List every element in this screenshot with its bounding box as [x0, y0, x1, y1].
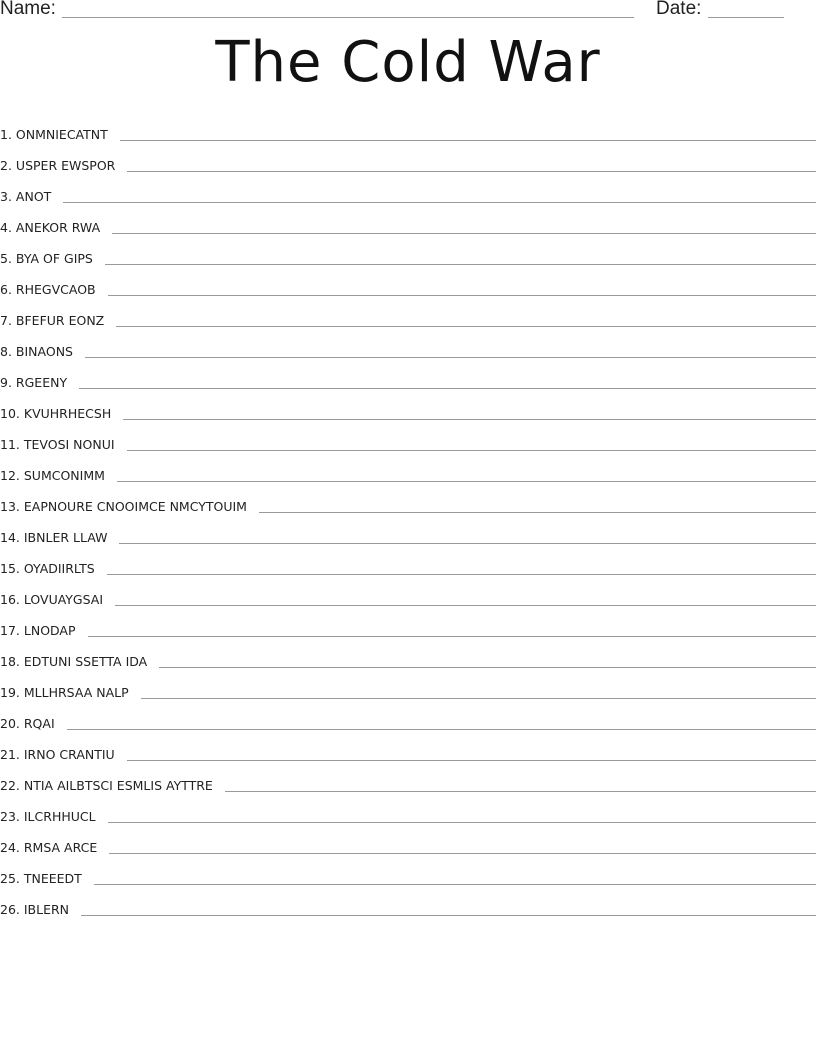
scrambled-word: [0, 778, 225, 794]
scrambled-word: [0, 282, 108, 298]
date-label: Date:: [656, 0, 702, 19]
scrambled-text: LOVUAYGSAI: [23, 592, 104, 607]
answer-line[interactable]: [127, 171, 816, 172]
item-number: 21.: [0, 747, 20, 762]
scrambled-word: [0, 437, 127, 453]
list-item: [0, 298, 816, 329]
scrambled-word: [0, 716, 67, 732]
answer-line[interactable]: [79, 388, 816, 389]
scrambled-text: ANEKOR RWA: [15, 220, 101, 235]
list-item: [0, 205, 816, 236]
scrambled-word: [0, 313, 116, 329]
name-line[interactable]: [62, 17, 634, 18]
scrambled-text: LNODAP: [23, 623, 76, 638]
scrambled-word: [0, 840, 109, 856]
list-item: [0, 112, 816, 143]
scrambled-text: NTIA AILBTSCI ESMLIS AYTTRE: [23, 778, 213, 793]
answer-line[interactable]: [141, 698, 816, 699]
scrambled-text: IRNO CRANTIU: [23, 747, 115, 762]
scrambled-text: BFEFUR EONZ: [15, 313, 105, 328]
worksheet-title: The Cold War: [215, 30, 601, 95]
scrambled-word: [0, 375, 79, 391]
answer-line[interactable]: [88, 636, 816, 637]
item-number: 22.: [0, 778, 20, 793]
scrambled-text: EDTUNI SSETTA IDA: [23, 654, 148, 669]
scrambled-text: KVUHRHECSH: [23, 406, 112, 421]
item-number: 10.: [0, 406, 20, 421]
list-item: [0, 360, 816, 391]
item-number: 26.: [0, 902, 20, 917]
scrambled-word: [0, 499, 259, 515]
list-item: [0, 670, 816, 701]
item-number: 7.: [0, 313, 12, 328]
answer-line[interactable]: [112, 233, 816, 234]
item-number: 17.: [0, 623, 20, 638]
item-number: 14.: [0, 530, 20, 545]
answer-line[interactable]: [81, 915, 816, 916]
list-item: [0, 794, 816, 825]
answer-line[interactable]: [120, 140, 816, 141]
answer-line[interactable]: [127, 450, 816, 451]
answer-line[interactable]: [159, 667, 816, 668]
item-number: 5.: [0, 251, 12, 266]
answer-line[interactable]: [108, 295, 816, 296]
scrambled-word: [0, 220, 112, 236]
scrambled-text: BYA OF GIPS: [15, 251, 93, 266]
worksheet-header: [0, 0, 816, 24]
item-number: 15.: [0, 561, 20, 576]
answer-line[interactable]: [63, 202, 816, 203]
scrambled-word: [0, 561, 107, 577]
answer-line[interactable]: [94, 884, 816, 885]
list-item: [0, 763, 816, 794]
scrambled-word: [0, 406, 123, 422]
list-item: [0, 515, 816, 546]
list-item: [0, 577, 816, 608]
list-item: [0, 422, 816, 453]
scrambled-word: [0, 747, 127, 763]
list-item: [0, 701, 816, 732]
item-number: 13.: [0, 499, 20, 514]
answer-line[interactable]: [108, 822, 816, 823]
scrambled-text: RHEGVCAOB: [15, 282, 96, 297]
list-item: [0, 391, 816, 422]
scrambled-word: [0, 468, 117, 484]
list-item: [0, 174, 816, 205]
list-item: [0, 236, 816, 267]
item-number: 1.: [0, 127, 12, 142]
answer-line[interactable]: [67, 729, 816, 730]
scrambled-word: [0, 127, 120, 143]
item-number: 12.: [0, 468, 20, 483]
scrambled-text: MLLHRSAA NALP: [23, 685, 129, 700]
item-number: 4.: [0, 220, 12, 235]
scrambled-text: RGEENY: [15, 375, 68, 390]
scrambled-text: IBNLER LLAW: [23, 530, 108, 545]
scrambled-word: [0, 685, 141, 701]
list-item: [0, 453, 816, 484]
scrambled-text: TNEEEDT: [23, 871, 82, 886]
item-number: 25.: [0, 871, 20, 886]
item-number: 19.: [0, 685, 20, 700]
scrambled-word: [0, 158, 127, 174]
answer-line[interactable]: [116, 326, 816, 327]
scrambled-text: ANOT: [15, 189, 52, 204]
answer-line[interactable]: [225, 791, 816, 792]
list-item: [0, 856, 816, 887]
scramble-list: [0, 112, 816, 918]
answer-line[interactable]: [105, 264, 816, 265]
list-item: [0, 546, 816, 577]
list-item: [0, 143, 816, 174]
list-item: [0, 484, 816, 515]
answer-line[interactable]: [259, 512, 816, 513]
scrambled-text: USPER EWSPOR: [15, 158, 116, 173]
scrambled-text: TEVOSI NONUI: [23, 437, 115, 452]
scrambled-text: ILCRHHUCL: [23, 809, 96, 824]
answer-line[interactable]: [85, 357, 816, 358]
list-item: [0, 887, 816, 918]
scrambled-text: RQAI: [23, 716, 55, 731]
answer-line[interactable]: [117, 481, 816, 482]
list-item: [0, 329, 816, 360]
answer-line[interactable]: [107, 574, 816, 575]
name-label: Name:: [0, 0, 56, 19]
list-item: [0, 639, 816, 670]
scrambled-word: [0, 189, 63, 205]
scrambled-word: [0, 623, 88, 639]
scrambled-word: [0, 809, 108, 825]
item-number: 23.: [0, 809, 20, 824]
scrambled-word: [0, 654, 159, 670]
scrambled-text: RMSA ARCE: [23, 840, 98, 855]
scrambled-text: SUMCONIMM: [23, 468, 105, 483]
item-number: 18.: [0, 654, 20, 669]
scrambled-word: [0, 251, 105, 267]
scrambled-text: BINAONS: [15, 344, 73, 359]
item-number: 9.: [0, 375, 12, 390]
item-number: 16.: [0, 592, 20, 607]
item-number: 11.: [0, 437, 20, 452]
answer-line[interactable]: [127, 760, 816, 761]
scrambled-text: ONMNIECATNT: [15, 127, 108, 142]
scrambled-text: OYADIIRLTS: [23, 561, 95, 576]
list-item: [0, 732, 816, 763]
scrambled-text: IBLERN: [23, 902, 70, 917]
list-item: [0, 825, 816, 856]
answer-line[interactable]: [123, 419, 816, 420]
scrambled-word: [0, 902, 81, 918]
item-number: 20.: [0, 716, 20, 731]
item-number: 8.: [0, 344, 12, 359]
scrambled-word: [0, 871, 94, 887]
item-number: 6.: [0, 282, 12, 297]
item-number: 2.: [0, 158, 12, 173]
answer-line[interactable]: [109, 853, 816, 854]
answer-line[interactable]: [115, 605, 816, 606]
item-number: 24.: [0, 840, 20, 855]
item-number: 3.: [0, 189, 12, 204]
scrambled-text: EAPNOURE CNOOIMCE NMCYTOUIM: [23, 499, 247, 514]
scrambled-word: [0, 592, 115, 608]
list-item: [0, 267, 816, 298]
list-item: [0, 608, 816, 639]
scrambled-word: [0, 530, 119, 546]
answer-line[interactable]: [119, 543, 816, 544]
date-line[interactable]: [708, 17, 784, 18]
scrambled-word: [0, 344, 85, 360]
